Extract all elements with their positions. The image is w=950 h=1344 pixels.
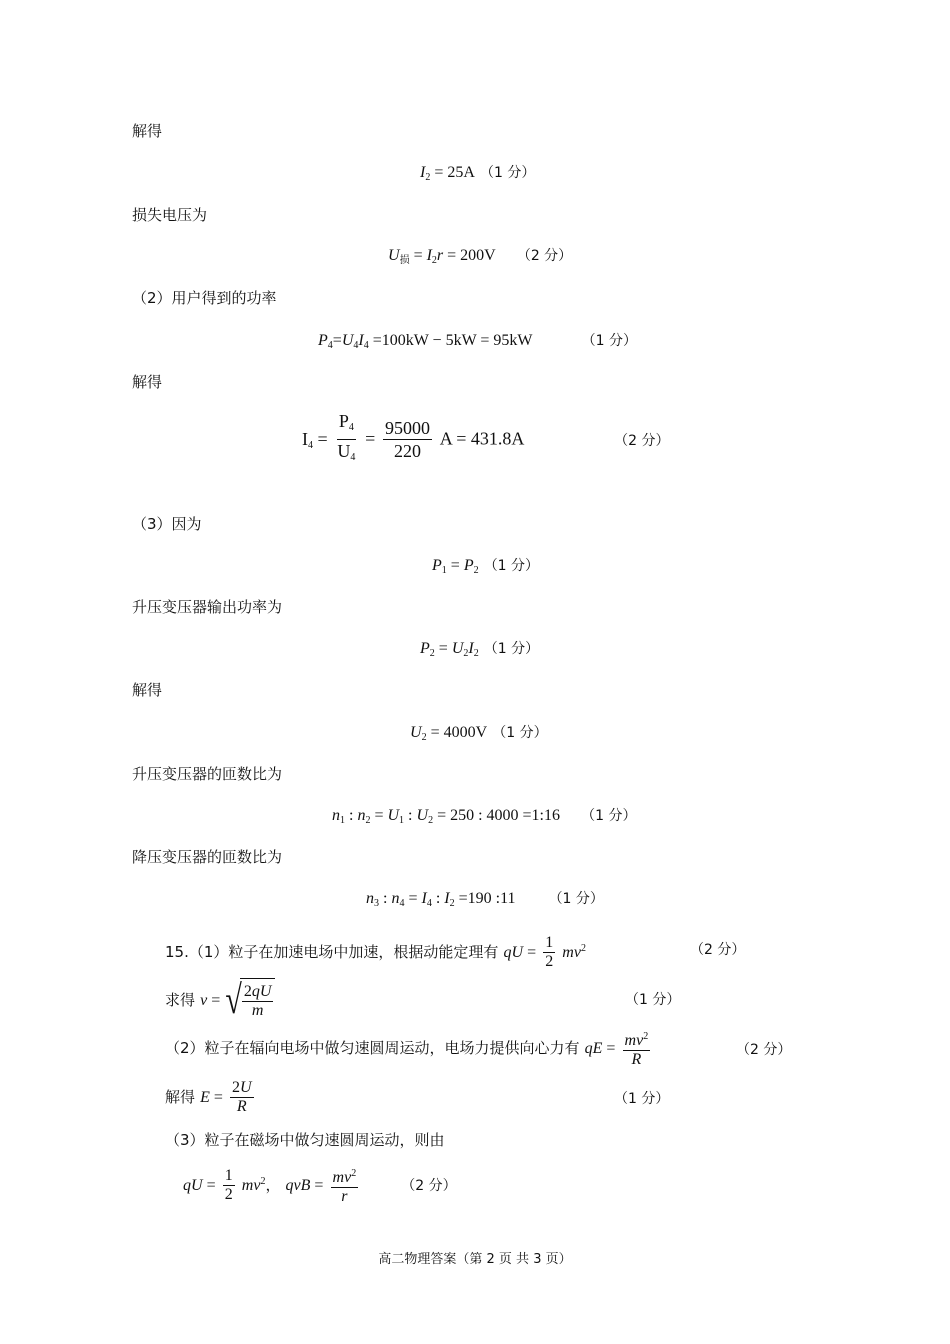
text-line: 升压变压器的匝数比为	[132, 765, 283, 783]
score-label: （1 分）	[625, 992, 681, 1008]
score-label: （2 分）	[516, 248, 573, 264]
score-label: （2 分）	[614, 432, 670, 449]
equation-voltage-loss: $U_损 = I_2r = 200V$ （2 分）	[388, 247, 573, 266]
equation-p2: $P_2 = U_2I_2$ （1 分）	[420, 640, 540, 659]
equation-i2: $I_2 = 25A$ （1 分）	[420, 164, 536, 183]
text-line: 解得	[132, 681, 163, 699]
question-text: 解得	[165, 1088, 196, 1106]
question-text: （3）粒子在磁场中做匀速圆周运动，则由	[165, 1131, 445, 1149]
text-line: （2）用户得到的功率	[132, 289, 277, 307]
score-label: （2 分）	[690, 942, 746, 958]
fraction: $\frac{mv^2}{R}$	[623, 1028, 651, 1069]
equation-i4: $I_4$ = $\frac{P_4}{U_4}$ = $\frac{95000}{220}$ A = 431.8A （2 分）	[302, 410, 670, 470]
subscript: 损	[399, 255, 410, 266]
score-label: （2 分）	[401, 1178, 457, 1194]
score-label: （1 分）	[483, 641, 540, 657]
text-line: 解得	[132, 122, 163, 140]
text-line: 降压变压器的匝数比为	[132, 848, 283, 866]
page-footer: 高二物理答案（第 2 页 共 3 页）	[378, 1252, 572, 1267]
q15-velocity: 求得 v = √ $\frac{2qU}{m}$	[165, 978, 275, 1023]
equation-rhs: A = 431.8A	[439, 428, 525, 449]
text-line: （3）因为	[132, 515, 202, 533]
q15-part1: 15.（1）粒子在加速电场中加速，根据动能定理有 qU = $\frac{1}{2}$ $mv^2$	[165, 934, 586, 970]
fraction: $\frac{2U}{R}$	[232, 1079, 252, 1115]
equation-turns-ratio-2: $n_3$ : $n_4 = I_4$ : $I_2 =190$ :11 （1 分）	[366, 890, 604, 909]
score-label: （1 分）	[492, 725, 548, 741]
equation-rhs: =100kW − 5kW = 95kW	[372, 332, 533, 349]
sqrt-symbol: √ $\frac{2qU}{m}$	[225, 978, 275, 1023]
fraction: $\frac{1}{2}$	[224, 1167, 233, 1203]
question-text: 求得	[165, 991, 196, 1009]
fraction: $\frac{mv^2}{r}$	[331, 1165, 359, 1206]
equation-u2: $U_2 = 4000V$ （1 分）	[410, 724, 548, 743]
score-label: （1 分）	[480, 165, 536, 181]
score-label: （1 分）	[483, 558, 540, 574]
equation-p4: $P_4=U_4I_4 =100kW - 5kW = 95kW$ （1 分）	[318, 332, 637, 351]
text-line: 升压变压器输出功率为	[132, 598, 283, 616]
q15-part3-equations: qU = $\frac{1}{2}$ $mv^2$， qvB = $\frac{mv^2}{r}$ （2 分）	[183, 1167, 457, 1205]
equation-turns-ratio-1: $n_1$ : $n_2 = U_1$ : $U_2 = 250$ : 4000 =1:16 （1 分）	[332, 807, 637, 826]
equation-p1-p2: $P_1 = P_2$ （1 分）	[432, 557, 540, 576]
score-label: （1 分）	[581, 333, 637, 349]
fraction: $\frac{P_4}{U_4}$	[337, 411, 356, 463]
question-text: 15.（1）粒子在加速电场中加速，根据动能定理有	[165, 943, 499, 961]
q15-field: 解得 E = $\frac{2U}{R}$	[165, 1079, 252, 1115]
fraction: $\frac{95000}{220}$	[385, 418, 431, 461]
fraction: $\frac{1}{2}$	[545, 934, 554, 970]
score-label: （1 分）	[548, 891, 604, 907]
score-label: （1 分）	[581, 808, 637, 824]
q15-part2: （2）粒子在辐向电场中做匀速圆周运动，电场力提供向心力有 qE = $\frac{mv^2}{R}$	[165, 1028, 652, 1069]
score-label: （1 分）	[614, 1091, 670, 1107]
question-text: （2）粒子在辐向电场中做匀速圆周运动，电场力提供向心力有	[165, 1039, 580, 1057]
text-line: 解得	[132, 373, 163, 391]
text-line: 损失电压为	[132, 206, 208, 224]
score-label: （2 分）	[736, 1042, 792, 1058]
